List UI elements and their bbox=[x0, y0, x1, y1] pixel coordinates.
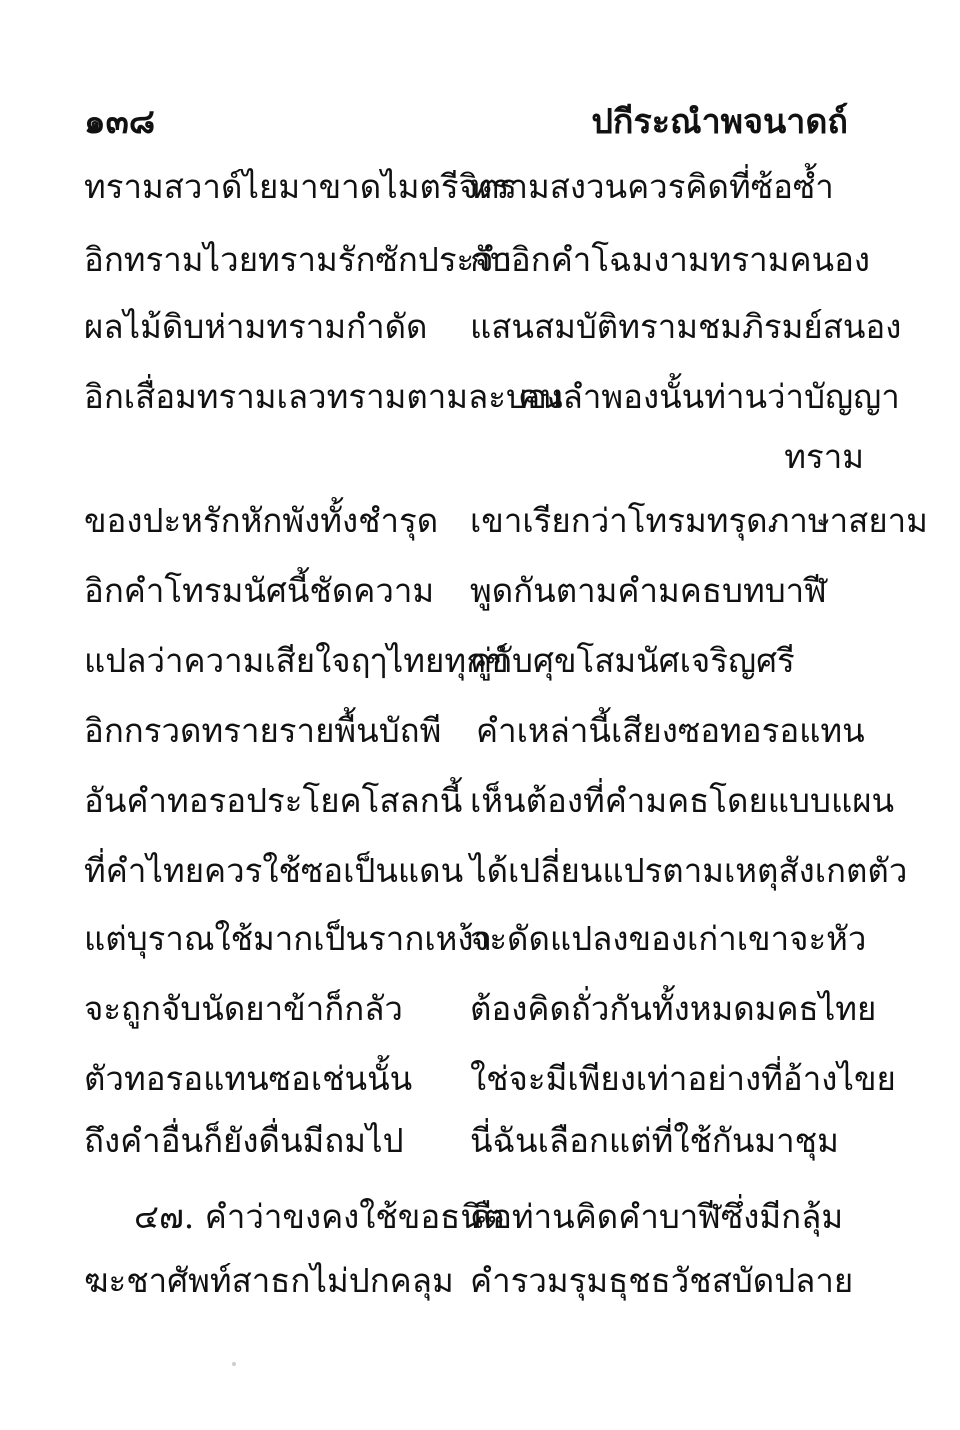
verse-first-half: อิกเสื่อมทรามเลวทรามตามละบอง bbox=[84, 377, 563, 416]
verse-second-half: คู่กับศุขโสมนัศเจริญศรี bbox=[470, 641, 795, 680]
verse-line bbox=[84, 706, 864, 756]
verse-line bbox=[84, 984, 877, 1034]
verse-second-half: ใช่จะมีเพียงเท่าอย่างที่อ้างไขย bbox=[470, 1059, 896, 1098]
verse-second-half: จะดัดแปลงของเก่าเขาจะหัว bbox=[470, 919, 867, 958]
verse-first-half: ทรามสวาด์ไยมาขาดไมตรีจิตร bbox=[84, 167, 518, 206]
verse-continuation bbox=[84, 432, 864, 482]
verse-first-half: จะถูกจับนัดยาข้าก็กลัว bbox=[84, 989, 403, 1028]
verse-second-half: เขาเรียกว่าโทรมทรุดภาษาสยาม bbox=[470, 501, 928, 540]
verse-line bbox=[84, 566, 864, 616]
verse-second-half: พูดกันตามคำมคธบทบาฬี bbox=[470, 571, 827, 610]
verse-line bbox=[84, 914, 867, 964]
verse-line bbox=[84, 1256, 864, 1306]
verse-second-half: คำเหล่านี้เสียงซอทอรอแทน bbox=[476, 711, 865, 750]
verse-line bbox=[84, 372, 900, 422]
verse-first-half: ผลไม้ดิบห่ามทรามกำดัด bbox=[84, 307, 428, 346]
verse-second-half: แสนสมบัติทรามชมภิรมย์สนอง bbox=[470, 307, 902, 346]
verse-second-half: คนลำพองนั้นท่านว่าบัญญา bbox=[518, 377, 900, 416]
page-number: ๑๓๘ bbox=[84, 102, 156, 142]
verse-second-half: คือท่านคิดคำบาฬีซึ่งมีกลุ้ม bbox=[470, 1197, 844, 1236]
verse-first-half: ๔๗. คำว่าขงคงใช้ขอธนิต bbox=[134, 1197, 505, 1236]
verse-line bbox=[84, 1054, 896, 1104]
verse-line-numbered bbox=[84, 1192, 864, 1242]
verse-second-half: กับอิกคำโฉมงามทรามคนอง bbox=[470, 240, 871, 279]
verse-line bbox=[84, 302, 902, 352]
verse-second-half: เห็นต้องที่คำมคธโดยแบบแผน bbox=[470, 781, 895, 820]
verse-first-half: ถึงคำอื่นก็ยังดื่นมีถมไป bbox=[84, 1121, 404, 1160]
verse-line bbox=[84, 776, 895, 826]
verse-line bbox=[84, 496, 928, 546]
verse-second-half: นี่ฉันเลือกแต่ที่ใช้กันมาชุม bbox=[470, 1121, 839, 1160]
verse-first-half: อิกคำโทรมนัศนี้ชัดความ bbox=[84, 571, 435, 610]
verse-line bbox=[84, 846, 908, 896]
page-header bbox=[84, 96, 848, 146]
verse-first-half: อันคำทอรอประโยคโสลกนี้ bbox=[84, 781, 463, 820]
verse-first-half: อิกกรวดทรายรายพื้นบัถพี bbox=[84, 711, 442, 750]
verse-line bbox=[84, 636, 864, 686]
verse-first-half: ฆะชาศัพท์สาธกไม่ปกคลุม bbox=[84, 1261, 454, 1300]
verse-first-half: ที่คำไทยควรใช้ซอเป็นแดน bbox=[84, 851, 464, 890]
verse-carryover-word: ทราม bbox=[784, 437, 864, 476]
paper-speck bbox=[232, 1362, 236, 1366]
verse-first-half: แต่บุราณใช้มากเป็นรากเหง้า bbox=[84, 919, 492, 958]
running-title: ปกีระณำพจนาดถ์ bbox=[591, 102, 848, 142]
verse-line bbox=[84, 235, 871, 285]
verse-first-half: ของปะหรักหักพังทั้งชำรุด bbox=[84, 501, 439, 540]
verse-line bbox=[84, 162, 864, 212]
verse-first-half: อิกทรามไวยทรามรักซักประจำ bbox=[84, 240, 513, 279]
verse-second-half: ต้องคิดถั่วกันทั้งหมดมคธไทย bbox=[470, 989, 877, 1028]
verse-second-half: ทรามสงวนควรคิดที่ซ้อซ้ำ bbox=[470, 167, 834, 206]
verse-second-half: คำรวมรุมธุชธวัชสบัดปลาย bbox=[470, 1261, 854, 1300]
verse-line bbox=[84, 1116, 864, 1166]
verse-second-half: ได้เปลี่ยนแปรตามเหตุสังเกตตัว bbox=[470, 851, 908, 890]
verse-first-half: ตัวทอรอแทนซอเช่นนั้น bbox=[84, 1059, 413, 1098]
verse-first-half: แปลว่าความเสียใจฤๅไทยทุกข์ bbox=[84, 641, 509, 680]
